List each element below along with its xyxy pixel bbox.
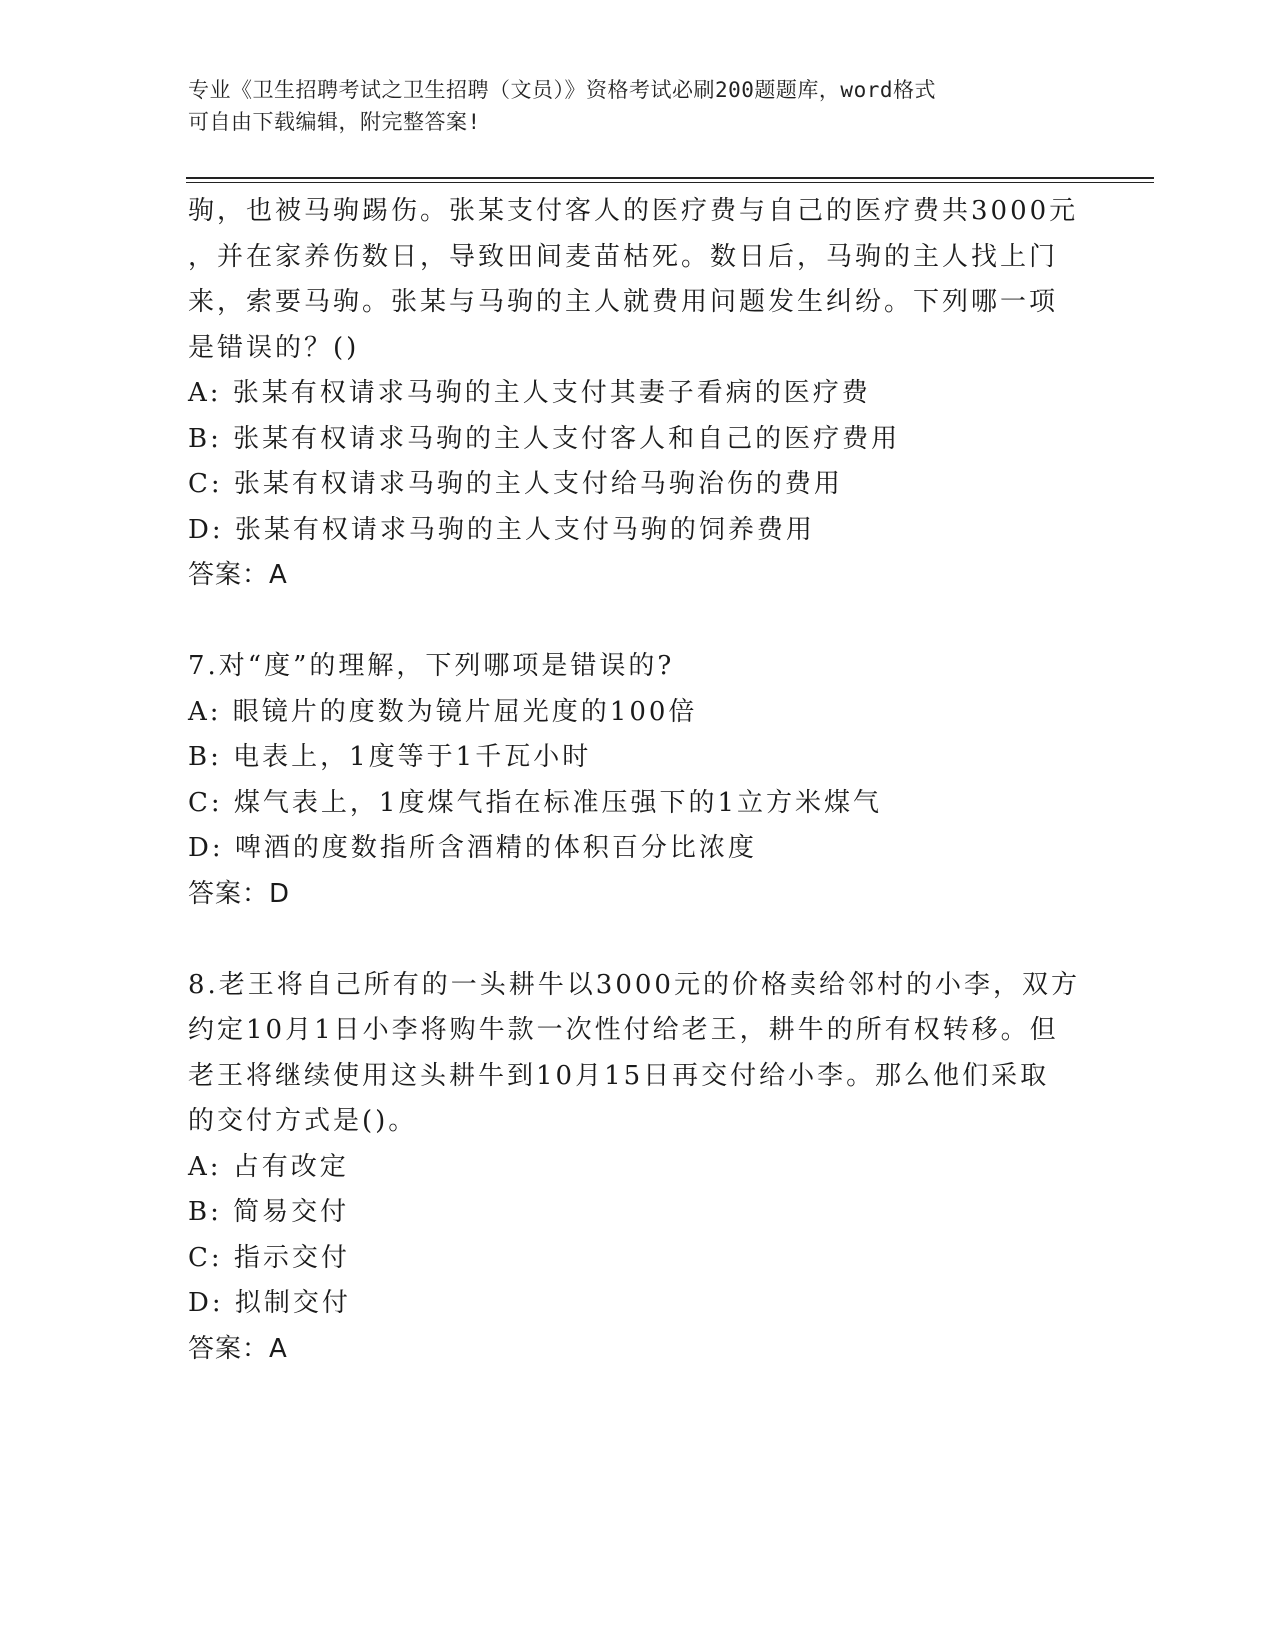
- option-b: B: 张某有权请求马驹的主人支付客人和自己的医疗费用: [188, 423, 901, 454]
- question-stem-line: 来，索要马驹。张某与马驹的主人就费用问题发生纠纷。下列哪一项: [188, 287, 1059, 317]
- option-d: D: 啤酒的度数指所含酒精的体积百分比浓度: [188, 833, 757, 863]
- question-stem-line: 7.对“度”的理解，下列哪项是错误的?: [188, 651, 675, 681]
- question-stem-line: ，并在家养伤数日，导致田间麦苗枯死。数日后，马驹的主人找上门: [188, 241, 1059, 272]
- question-stem-line: 约定10月1日小李将购牛款一次性付给老王，耕牛的所有权转移。但: [188, 1015, 1059, 1045]
- question-stem-line: 8.老王将自己所有的一头耕牛以3000元的价格卖给邻村的小李，双方: [188, 969, 1080, 1000]
- header-divider-thin: [186, 182, 1154, 183]
- answer: 答案：D: [188, 878, 291, 909]
- answer: 答案：A: [188, 560, 288, 590]
- header-line-1: 专业《卫生招聘考试之卫生招聘（文员）》资格考试必刷200题题库，word格式: [188, 78, 936, 102]
- answer: 答案：A: [188, 1333, 288, 1364]
- option-d: D: 拟制交付: [188, 1288, 351, 1318]
- question-stem-line: 驹，也被马驹踢伤。张某支付客人的医疗费与自己的医疗费共3000元: [188, 196, 1079, 226]
- question-stem-line: 老王将继续使用这头耕牛到10月15日再交付给小李。那么他们采取: [188, 1060, 1050, 1091]
- question-stem-line: 的交付方式是()。: [188, 1106, 418, 1136]
- option-c: C: 煤气表上，1度煤气指在标准压强下的1立方米煤气: [188, 787, 883, 818]
- option-b: B: 电表上，1度等于1千瓦小时: [188, 742, 592, 772]
- option-c: C: 指示交付: [188, 1242, 350, 1273]
- question-6: [188, 189, 1088, 599]
- question-stem-line: 是错误的？(): [188, 332, 360, 363]
- option-a: A: 眼镜片的度数为镜片屈光度的100倍: [188, 696, 698, 727]
- option-a: A: 占有改定: [188, 1151, 349, 1182]
- option-d: D: 张某有权请求马驹的主人支付马驹的饲养费用: [188, 514, 815, 545]
- header-divider-thick: [186, 177, 1154, 179]
- option-b: B: 简易交付: [188, 1197, 350, 1227]
- document-header: [188, 74, 1088, 138]
- header-line-2: 可自由下载编辑，附完整答案!: [188, 110, 481, 134]
- option-a: A: 张某有权请求马驹的主人支付其妻子看病的医疗费: [188, 378, 871, 408]
- option-c: C: 张某有权请求马驹的主人支付给马驹治伤的费用: [188, 469, 843, 499]
- question-content: [188, 189, 1088, 1372]
- question-8: [188, 963, 1088, 1373]
- question-7: [188, 644, 1088, 917]
